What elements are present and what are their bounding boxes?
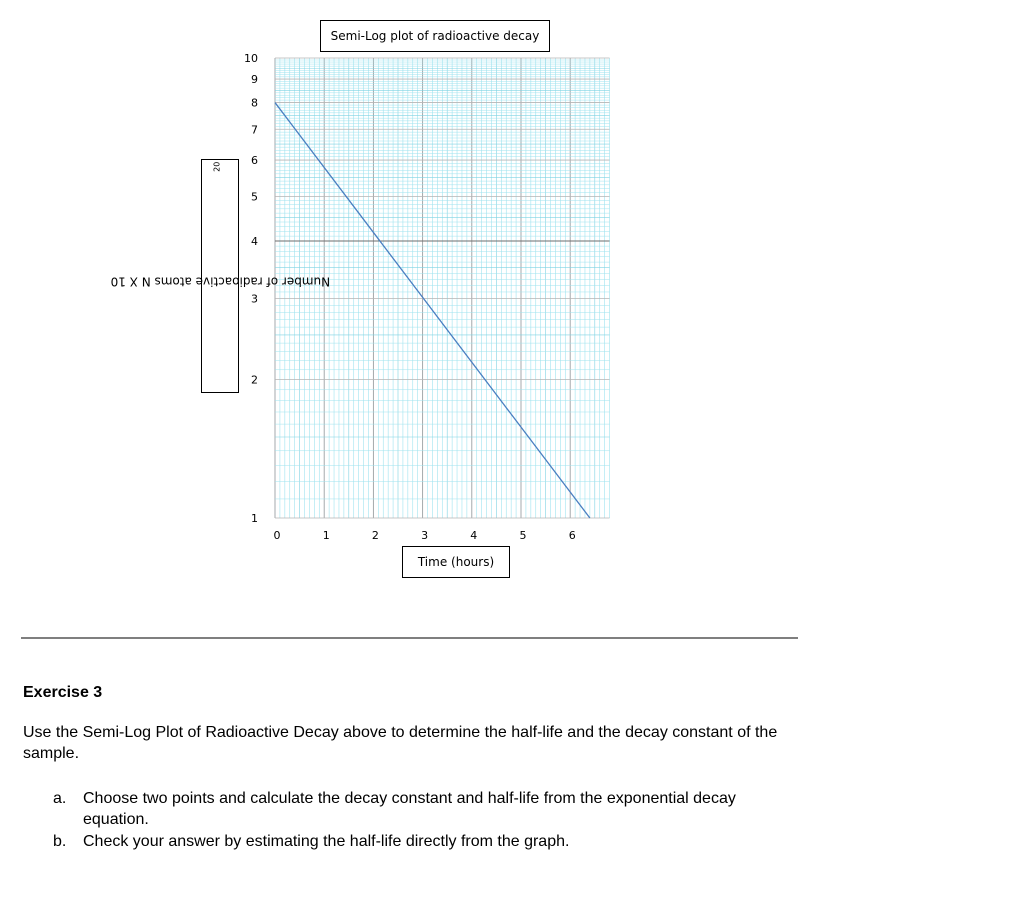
list-item-text: Check your answer by estimating the half-life directly from the graph. — [83, 833, 570, 850]
y-tick-label: 7 — [251, 123, 258, 137]
x-tick-label: 6 — [568, 529, 576, 542]
y-tick-label: 3 — [251, 292, 258, 306]
y-tick-label: 5 — [251, 190, 258, 204]
y-axis-label — [110, 159, 331, 393]
y-tick-label: 10 — [244, 52, 258, 65]
exercise-intro: Use the Semi-Log Plot of Radioactive Decay above to determine the half-life and the decay constant of the sample. — [23, 724, 778, 762]
list-marker: a. — [53, 790, 67, 807]
x-tick-label: 3 — [421, 529, 429, 542]
chart-title — [320, 20, 550, 52]
list-item-text: Choose two points and calculate the decay constant and half-life from the exponential decay equation. — [83, 790, 736, 828]
x-tick-label: 5 — [519, 529, 527, 542]
y-tick-label: 4 — [251, 235, 258, 249]
y-axis-label-rotated — [110, 161, 331, 391]
y-tick-label: 1 — [251, 512, 258, 525]
x-tick-label: 4 — [470, 529, 478, 542]
y-tick-label: 2 — [251, 373, 258, 387]
x-axis-label-text: Time (hours) — [417, 555, 495, 569]
chart-title-text: Semi-Log plot of radioactive decay — [330, 29, 540, 43]
y-tick-label: 6 — [251, 154, 258, 168]
x-axis-label — [402, 546, 510, 578]
y-tick-label: 9 — [251, 73, 258, 87]
x-tick-label: 1 — [322, 529, 330, 542]
y-axis-label-text: Number of radioactive atoms N X 10 — [110, 274, 331, 289]
list-marker: b. — [53, 833, 67, 850]
y-tick-label: 8 — [251, 96, 258, 110]
exercise-heading: Exercise 3 — [23, 684, 103, 701]
x-tick-labels — [274, 529, 576, 542]
x-tick-label: 0 — [273, 529, 281, 542]
y-axis-label-exponent: 20 — [212, 161, 222, 172]
section-divider — [21, 637, 798, 639]
x-tick-label: 2 — [371, 529, 379, 542]
